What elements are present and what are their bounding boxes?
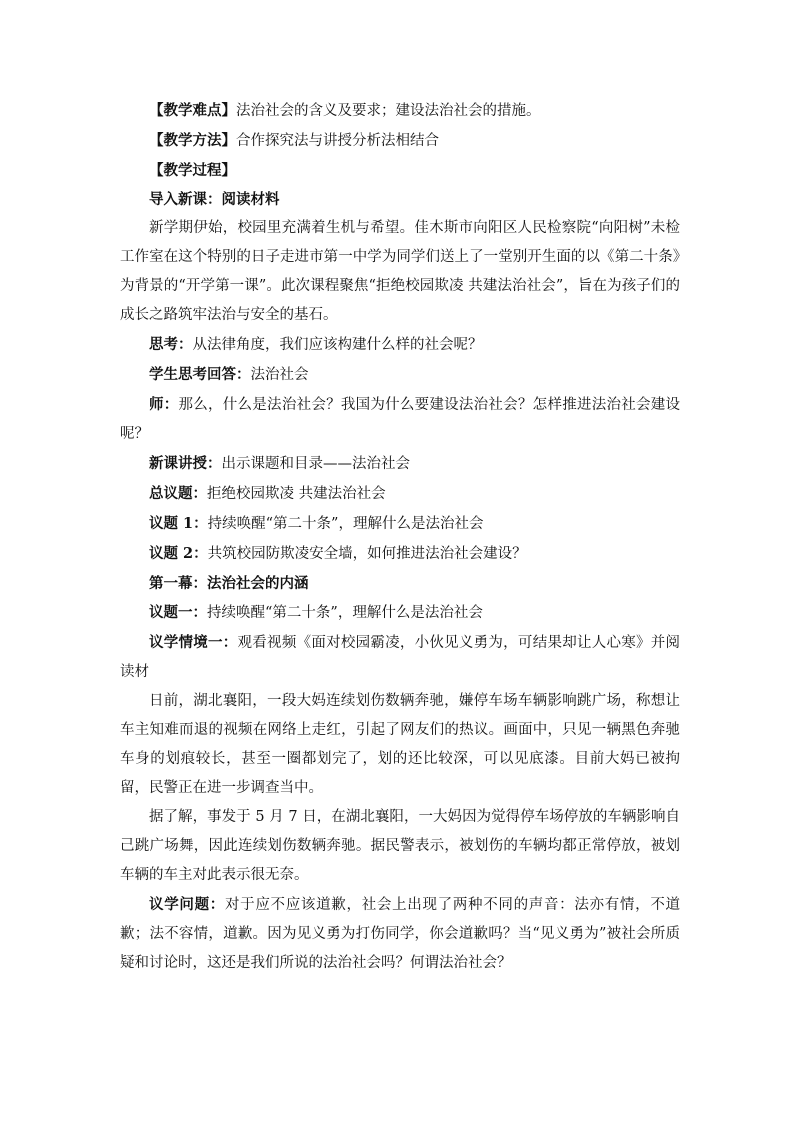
student-answer-line [120,360,680,390]
teaching-method-text: 合作探究法与讲授分析法相结合 [236,133,439,149]
topic-1-text: 持续唤醒“第二十条”，理解什么是法治社会 [207,516,484,532]
scenario-label: 议学情境一： [149,634,238,651]
news-paragraph-1: 日前，湖北襄阳，一段大妈连续划伤数辆奔驰，嫌停车场车辆影响跳广场，称想让车主知难而退的视频在网络上走红，引起了网友们的热议。画面中，只见一辆黑色奔驰车身的划痕较长，甚至一圈都划完了，划的还比较深，可以见底漆。目前大妈已被拘留，民警正在进一步调查当中。 [120,693,680,796]
document-body [120,96,680,978]
teacher-text: 那么，什么是法治社会？我国为什么要建设法治社会？怎样推进法治社会建设呢？ [120,397,680,442]
topic-1-line [120,509,680,539]
think-text: 从法律角度，我们应该构建什么样的社会呢？ [192,337,483,353]
question-text: 对于应不应该道歉，社会上出现了两种不同的声音：法亦有情，不道歉；法不容情，道歉。因为见义勇为打伤同学，你会道歉吗？当“见义勇为”被社会所质疑和讨论时，这还是我们所说的法治社会吗？何谓法治社会？ [120,897,681,971]
news-paragraph-2: 据了解，事发于 5 月 7 日，在湖北襄阳，一大妈因为觉得停车场停放的车辆影响自己跳广场舞，因此连续划伤数辆奔驰。据民警表示，被划伤的车辆均都正常停放，被划车辆的车主对此表示很无奈。 [120,809,680,883]
student-answer-text: 法治社会 [250,367,309,383]
question-line [120,890,680,978]
teacher-label: 师： [149,396,179,413]
lecture-label: 新课讲授： [149,455,222,472]
scenario-line [120,628,680,687]
topic-2-text: 共筑校园防欺凌安全墙，如何推进法治社会建设？ [207,546,527,562]
topic-1-label: 议题 1： [149,515,208,532]
issue-1-label: 议题一： [149,604,207,621]
teaching-difficulty-label: 【教学难点】 [149,102,236,119]
act-1-heading: 第一幕：法治社会的内涵 [149,575,309,592]
lecture-text: 出示课题和目录——法治社会 [221,456,410,472]
scenario-text: 观看视频《面对校园霸凌，小伙见义勇为，可结果却让人心寒》并阅读材 [120,635,681,680]
lecture-line [120,449,680,479]
student-answer-label: 学生思考回答： [149,366,251,383]
teacher-line [120,390,680,449]
topic-2-line [120,539,680,569]
teaching-method-label: 【教学方法】 [149,132,236,149]
teaching-process-heading: 【教学过程】 [149,162,236,179]
main-topic-text: 拒绝校园欺凌 共建法治社会 [207,486,386,502]
main-topic-line [120,479,680,509]
teaching-difficulty-text: 法治社会的含义及要求；建设法治社会的措施。 [236,103,541,119]
issue-1-text: 持续唤醒“第二十条”，理解什么是法治社会 [207,605,483,621]
main-topic-label: 总议题： [149,485,207,502]
think-label: 思考： [149,336,193,353]
think-line [120,330,680,360]
question-label: 议学问题： [149,896,225,913]
teaching-method-line [120,126,680,156]
teaching-difficulty-line [120,96,680,126]
intro-paragraph: 新学期伊始，校园里充满着生机与希望。佳木斯市向阳区人民检察院“向阳树”未检工作室在这个特别的日子走进市第一中学为同学们送上了一堂别开生面的以《第二十条》为背景的“开学第一课”。此次课程聚焦“拒绝校园欺凌 共建法治社会”，旨在为孩子们的成长之路筑牢法治与安全的基石。 [120,220,680,323]
issue-1-line [120,598,680,628]
topic-2-label: 议题 2： [149,545,208,562]
intro-heading: 导入新课：阅读材料 [149,191,280,208]
